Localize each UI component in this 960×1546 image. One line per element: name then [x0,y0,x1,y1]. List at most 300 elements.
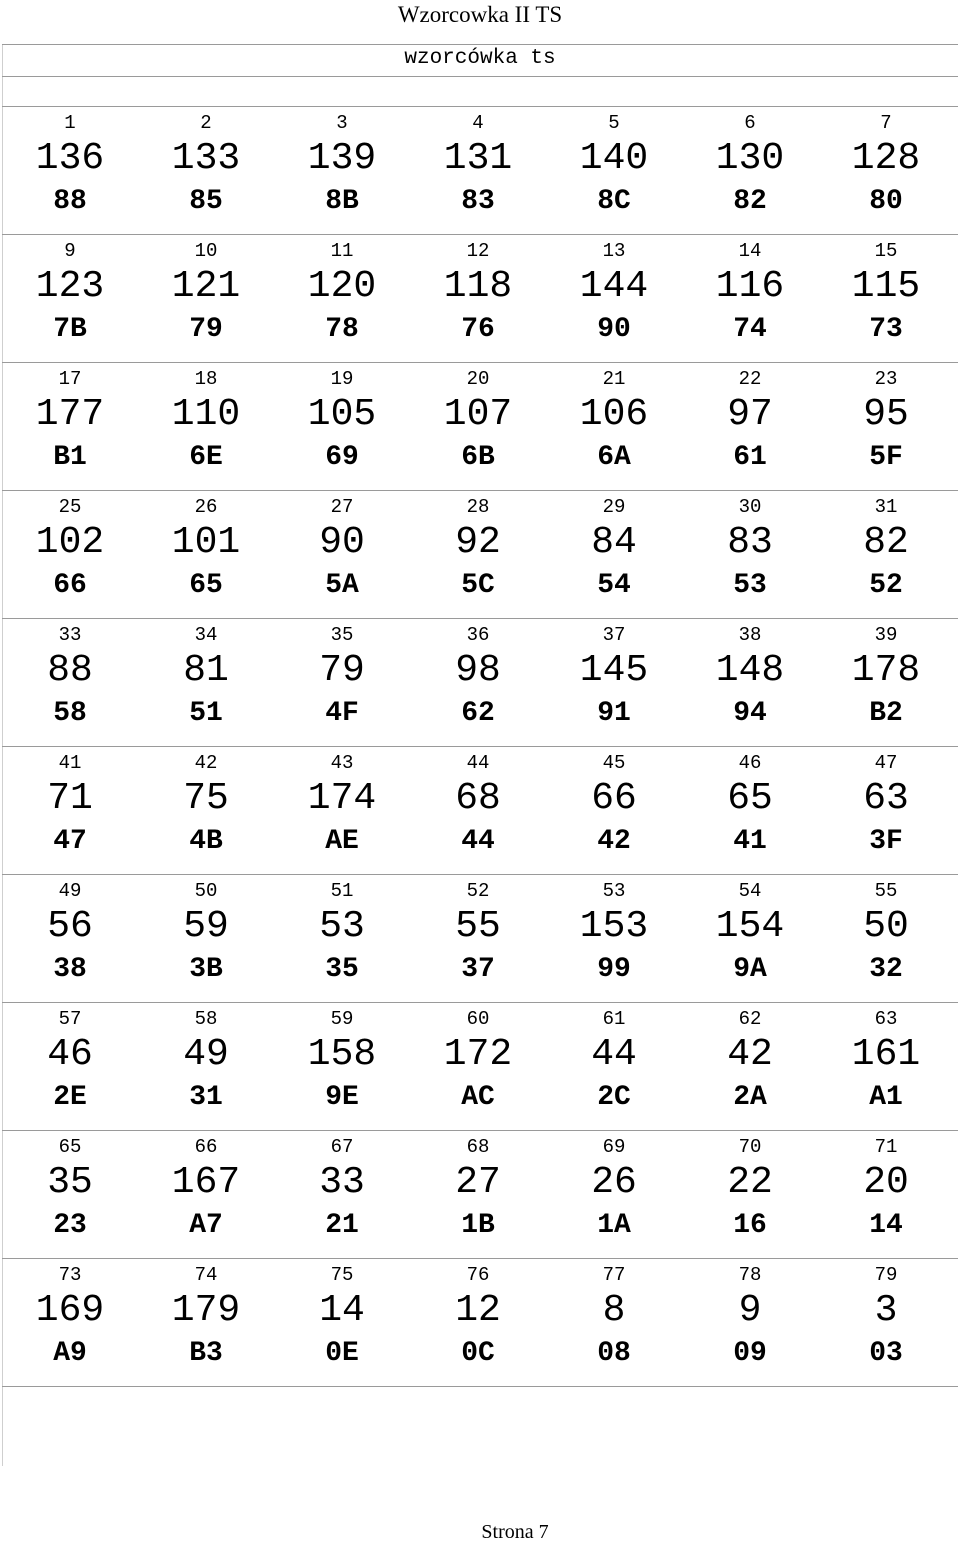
code-cell [818,1258,954,1386]
decimal-value: 167 [171,1161,241,1204]
page-number: Strona 7 [481,1521,549,1543]
code-cell [274,746,410,874]
hex-value: 23 [53,1210,87,1241]
decimal-value: 133 [171,137,241,180]
code-index: 54 [738,880,762,902]
code-cell [2,1130,138,1258]
hex-value: B1 [53,442,87,473]
hex-value: 9A [733,954,767,985]
code-index: 22 [738,368,762,390]
hex-value: 14 [869,1210,903,1241]
code-cell [138,1002,274,1130]
hex-value: 8C [597,186,631,217]
code-index: 23 [874,368,898,390]
decimal-value: 145 [579,649,649,692]
code-index: 67 [330,1136,354,1158]
table-row [2,234,958,362]
decimal-value: 95 [863,393,909,436]
code-cell [138,234,274,362]
hex-value: 03 [869,1338,903,1369]
hex-value: 2E [53,1082,87,1113]
code-cell [2,362,138,490]
hex-value: 80 [869,186,903,217]
code-cell [274,106,410,234]
code-index: 76 [466,1264,490,1286]
code-index: 4 [472,112,484,134]
hex-value: 47 [53,826,87,857]
decimal-value: 154 [715,905,785,948]
code-index: 78 [738,1264,762,1286]
decimal-value: 20 [863,1161,909,1204]
code-index: 45 [602,752,626,774]
hex-value: 38 [53,954,87,985]
hex-value: 5F [869,442,903,473]
hex-value: 6A [597,442,631,473]
code-index: 63 [874,1008,898,1030]
decimal-value: 158 [307,1033,377,1076]
code-cell [2,618,138,746]
decimal-value: 8 [602,1289,626,1332]
row-divider [2,490,958,491]
decimal-value: 59 [183,905,229,948]
decimal-value: 131 [443,137,513,180]
code-index: 71 [874,1136,898,1158]
code-cell [410,1258,546,1386]
code-cell [410,362,546,490]
code-index: 46 [738,752,762,774]
code-index: 3 [336,112,348,134]
decimal-value: 177 [35,393,105,436]
row-divider [2,234,958,235]
hex-value: 94 [733,698,767,729]
decimal-value: 120 [307,265,377,308]
code-index: 18 [194,368,218,390]
hex-value: 51 [189,698,223,729]
decimal-value: 22 [727,1161,773,1204]
row-divider [2,618,958,619]
decimal-value: 27 [455,1161,501,1204]
hex-value: 88 [53,186,87,217]
decimal-value: 153 [579,905,649,948]
decimal-value: 107 [443,393,513,436]
code-index: 33 [58,624,82,646]
decimal-value: 88 [47,649,93,692]
code-cell [138,746,274,874]
decimal-value: 118 [443,265,513,308]
code-index: 57 [58,1008,82,1030]
decimal-value: 44 [591,1033,637,1076]
decimal-value: 148 [715,649,785,692]
code-cell [2,234,138,362]
hex-value: 37 [461,954,495,985]
table-row [2,1130,958,1258]
code-index: 58 [194,1008,218,1030]
code-cell [546,746,682,874]
decimal-value: 75 [183,777,229,820]
decimal-value: 169 [35,1289,105,1332]
hex-value: B3 [189,1338,223,1369]
hex-value: 91 [597,698,631,729]
code-cell [138,874,274,1002]
hex-value: 9E [325,1082,359,1113]
code-cell [818,1130,954,1258]
code-index: 1 [64,112,76,134]
code-cell [274,1258,410,1386]
hex-value: 44 [461,826,495,857]
code-cell [274,1130,410,1258]
hex-value: 31 [189,1082,223,1113]
table-row [2,746,958,874]
code-cell [138,1258,274,1386]
code-cell [818,362,954,490]
table-row [2,618,958,746]
decimal-value: 14 [319,1289,365,1332]
decimal-value: 42 [727,1033,773,1076]
code-index: 38 [738,624,762,646]
decimal-value: 35 [47,1161,93,1204]
code-cell [546,618,682,746]
code-index: 73 [58,1264,82,1286]
code-index: 77 [602,1264,626,1286]
decimal-value: 178 [851,649,921,692]
hex-value: A1 [869,1082,903,1113]
code-index: 47 [874,752,898,774]
decimal-value: 179 [171,1289,241,1332]
hex-value: 32 [869,954,903,985]
code-index: 14 [738,240,762,262]
code-cell [546,490,682,618]
decimal-value: 97 [727,393,773,436]
code-index: 9 [64,240,76,262]
code-index: 52 [466,880,490,902]
code-cell [410,874,546,1002]
code-cell [410,746,546,874]
decimal-value: 26 [591,1161,637,1204]
code-index: 42 [194,752,218,774]
decimal-value: 144 [579,265,649,308]
decimal-value: 65 [727,777,773,820]
hex-value: AC [461,1082,495,1113]
hex-value: 1A [597,1210,631,1241]
hex-value: 76 [461,314,495,345]
table-row [2,362,958,490]
decimal-value: 53 [319,905,365,948]
row-divider [2,874,958,875]
hex-value: 0E [325,1338,359,1369]
code-cell [2,746,138,874]
hex-value: 83 [461,186,495,217]
hex-value: 35 [325,954,359,985]
code-index: 17 [58,368,82,390]
hex-value: 4F [325,698,359,729]
code-cell [682,618,818,746]
code-cell [410,106,546,234]
hex-value: 5C [461,570,495,601]
row-divider [2,362,958,363]
decimal-value: 81 [183,649,229,692]
code-cell [818,490,954,618]
code-cell [138,490,274,618]
code-cell [2,1258,138,1386]
code-index: 2 [200,112,212,134]
hex-value: 3B [189,954,223,985]
hex-value: 54 [597,570,631,601]
hex-value: 5A [325,570,359,601]
page-title: Wzorcowka II TS [397,2,563,27]
table-heading: wzorcówka ts [404,47,556,70]
hex-value: 7B [53,314,87,345]
code-cell [682,1258,818,1386]
code-cell [682,362,818,490]
decimal-value: 9 [738,1289,762,1332]
decimal-value: 139 [307,137,377,180]
hex-value: 6E [189,442,223,473]
code-index: 50 [194,880,218,902]
decimal-value: 106 [579,393,649,436]
hex-value: 09 [733,1338,767,1369]
code-cell [274,618,410,746]
code-index: 10 [194,240,218,262]
hex-value: B2 [869,698,903,729]
decimal-value: 63 [863,777,909,820]
code-cell [274,234,410,362]
code-index: 62 [738,1008,762,1030]
code-cell [546,1258,682,1386]
decimal-value: 101 [171,521,241,564]
hex-value: 61 [733,442,767,473]
hex-value: 99 [597,954,631,985]
decimal-value: 161 [851,1033,921,1076]
row-divider [2,1258,958,1259]
decimal-value: 12 [455,1289,501,1332]
hex-value: 21 [325,1210,359,1241]
hex-value: 3F [869,826,903,857]
code-index: 15 [874,240,898,262]
decimal-value: 140 [579,137,649,180]
hex-value: 2C [597,1082,631,1113]
row-divider [2,1130,958,1131]
code-cell [682,106,818,234]
code-cell [682,234,818,362]
code-cell [410,1130,546,1258]
hex-value: AE [325,826,359,857]
code-index: 49 [58,880,82,902]
hex-value: 73 [869,314,903,345]
code-index: 28 [466,496,490,518]
code-index: 26 [194,496,218,518]
code-cell [2,106,138,234]
code-cell [546,362,682,490]
code-index: 27 [330,496,354,518]
hex-value: 42 [597,826,631,857]
code-index: 13 [602,240,626,262]
hex-value: 69 [325,442,359,473]
code-index: 79 [874,1264,898,1286]
code-index: 70 [738,1136,762,1158]
hex-value: 85 [189,186,223,217]
code-index: 20 [466,368,490,390]
decimal-value: 90 [319,521,365,564]
code-cell [818,234,954,362]
decimal-value: 49 [183,1033,229,1076]
code-cell [410,618,546,746]
decimal-value: 68 [455,777,501,820]
code-cell [138,362,274,490]
code-cell [410,1002,546,1130]
hex-value: 58 [53,698,87,729]
code-cell [682,1002,818,1130]
code-index: 37 [602,624,626,646]
code-index: 21 [602,368,626,390]
decimal-value: 66 [591,777,637,820]
code-index: 43 [330,752,354,774]
table-row [2,874,958,1002]
code-cell [138,1130,274,1258]
hex-value: 65 [189,570,223,601]
code-index: 51 [330,880,354,902]
row-divider [2,746,958,747]
code-cell [818,1002,954,1130]
code-index: 44 [466,752,490,774]
code-cell [682,874,818,1002]
hex-value: 78 [325,314,359,345]
code-cell [410,490,546,618]
code-cell [682,746,818,874]
code-cell [274,874,410,1002]
code-index: 35 [330,624,354,646]
decimal-value: 71 [47,777,93,820]
decimal-value: 130 [715,137,785,180]
decimal-value: 123 [35,265,105,308]
table-row [2,490,958,618]
decimal-value: 105 [307,393,377,436]
code-cell [2,1002,138,1130]
code-index: 5 [608,112,620,134]
code-cell [546,234,682,362]
code-index: 61 [602,1008,626,1030]
table-row [2,106,958,234]
decimal-value: 33 [319,1161,365,1204]
code-index: 25 [58,496,82,518]
code-cell [274,490,410,618]
code-cell [274,362,410,490]
hex-value: 1B [461,1210,495,1241]
hex-value: 16 [733,1210,767,1241]
code-index: 31 [874,496,898,518]
decimal-value: 98 [455,649,501,692]
hex-value: 53 [733,570,767,601]
decimal-value: 84 [591,521,637,564]
decimal-value: 136 [35,137,105,180]
code-cell [138,106,274,234]
decimal-value: 82 [863,521,909,564]
code-cell [818,874,954,1002]
decimal-value: 83 [727,521,773,564]
decimal-value: 116 [715,265,785,308]
table-row [2,1258,958,1386]
code-index: 75 [330,1264,354,1286]
code-cell [682,1130,818,1258]
code-index: 6 [744,112,756,134]
code-index: 29 [602,496,626,518]
decimal-value: 110 [171,393,241,436]
code-index: 55 [874,880,898,902]
decimal-value: 3 [874,1289,898,1332]
code-index: 60 [466,1008,490,1030]
code-table [2,44,958,1466]
hex-value: 79 [189,314,223,345]
code-index: 7 [880,112,892,134]
row-divider [2,1386,958,1387]
code-index: 11 [330,240,354,262]
code-index: 65 [58,1136,82,1158]
code-cell [410,234,546,362]
code-cell [274,1002,410,1130]
code-index: 30 [738,496,762,518]
hex-value: 0C [461,1338,495,1369]
decimal-value: 46 [47,1033,93,1076]
hex-value: 08 [597,1338,631,1369]
hex-value: 6B [461,442,495,473]
code-index: 66 [194,1136,218,1158]
decimal-value: 172 [443,1033,513,1076]
hex-value: 4B [189,826,223,857]
hex-value: 52 [869,570,903,601]
decimal-value: 121 [171,265,241,308]
code-cell [818,618,954,746]
decimal-value: 79 [319,649,365,692]
code-cell [546,1002,682,1130]
code-cell [546,106,682,234]
code-index: 41 [58,752,82,774]
decimal-value: 115 [851,265,921,308]
hex-value: 90 [597,314,631,345]
code-index: 68 [466,1136,490,1158]
code-index: 69 [602,1136,626,1158]
code-index: 36 [466,624,490,646]
code-cell [546,1130,682,1258]
code-cell [818,106,954,234]
code-index: 39 [874,624,898,646]
decimal-value: 56 [47,905,93,948]
hex-value: 74 [733,314,767,345]
hex-value: 66 [53,570,87,601]
row-divider [2,76,958,77]
decimal-value: 128 [851,137,921,180]
code-cell [2,490,138,618]
hex-value: 8B [325,186,359,217]
code-cell [546,874,682,1002]
decimal-value: 55 [455,905,501,948]
hex-value: 82 [733,186,767,217]
table-row [2,1002,958,1130]
decimal-value: 92 [455,521,501,564]
hex-value: A7 [189,1210,223,1241]
code-index: 12 [466,240,490,262]
row-divider [2,1002,958,1003]
hex-value: 62 [461,698,495,729]
code-index: 34 [194,624,218,646]
code-cell [818,746,954,874]
decimal-value: 174 [307,777,377,820]
hex-value: A9 [53,1338,87,1369]
code-index: 53 [602,880,626,902]
code-cell [2,874,138,1002]
code-index: 19 [330,368,354,390]
hex-value: 2A [733,1082,767,1113]
code-cell [138,618,274,746]
decimal-value: 102 [35,521,105,564]
